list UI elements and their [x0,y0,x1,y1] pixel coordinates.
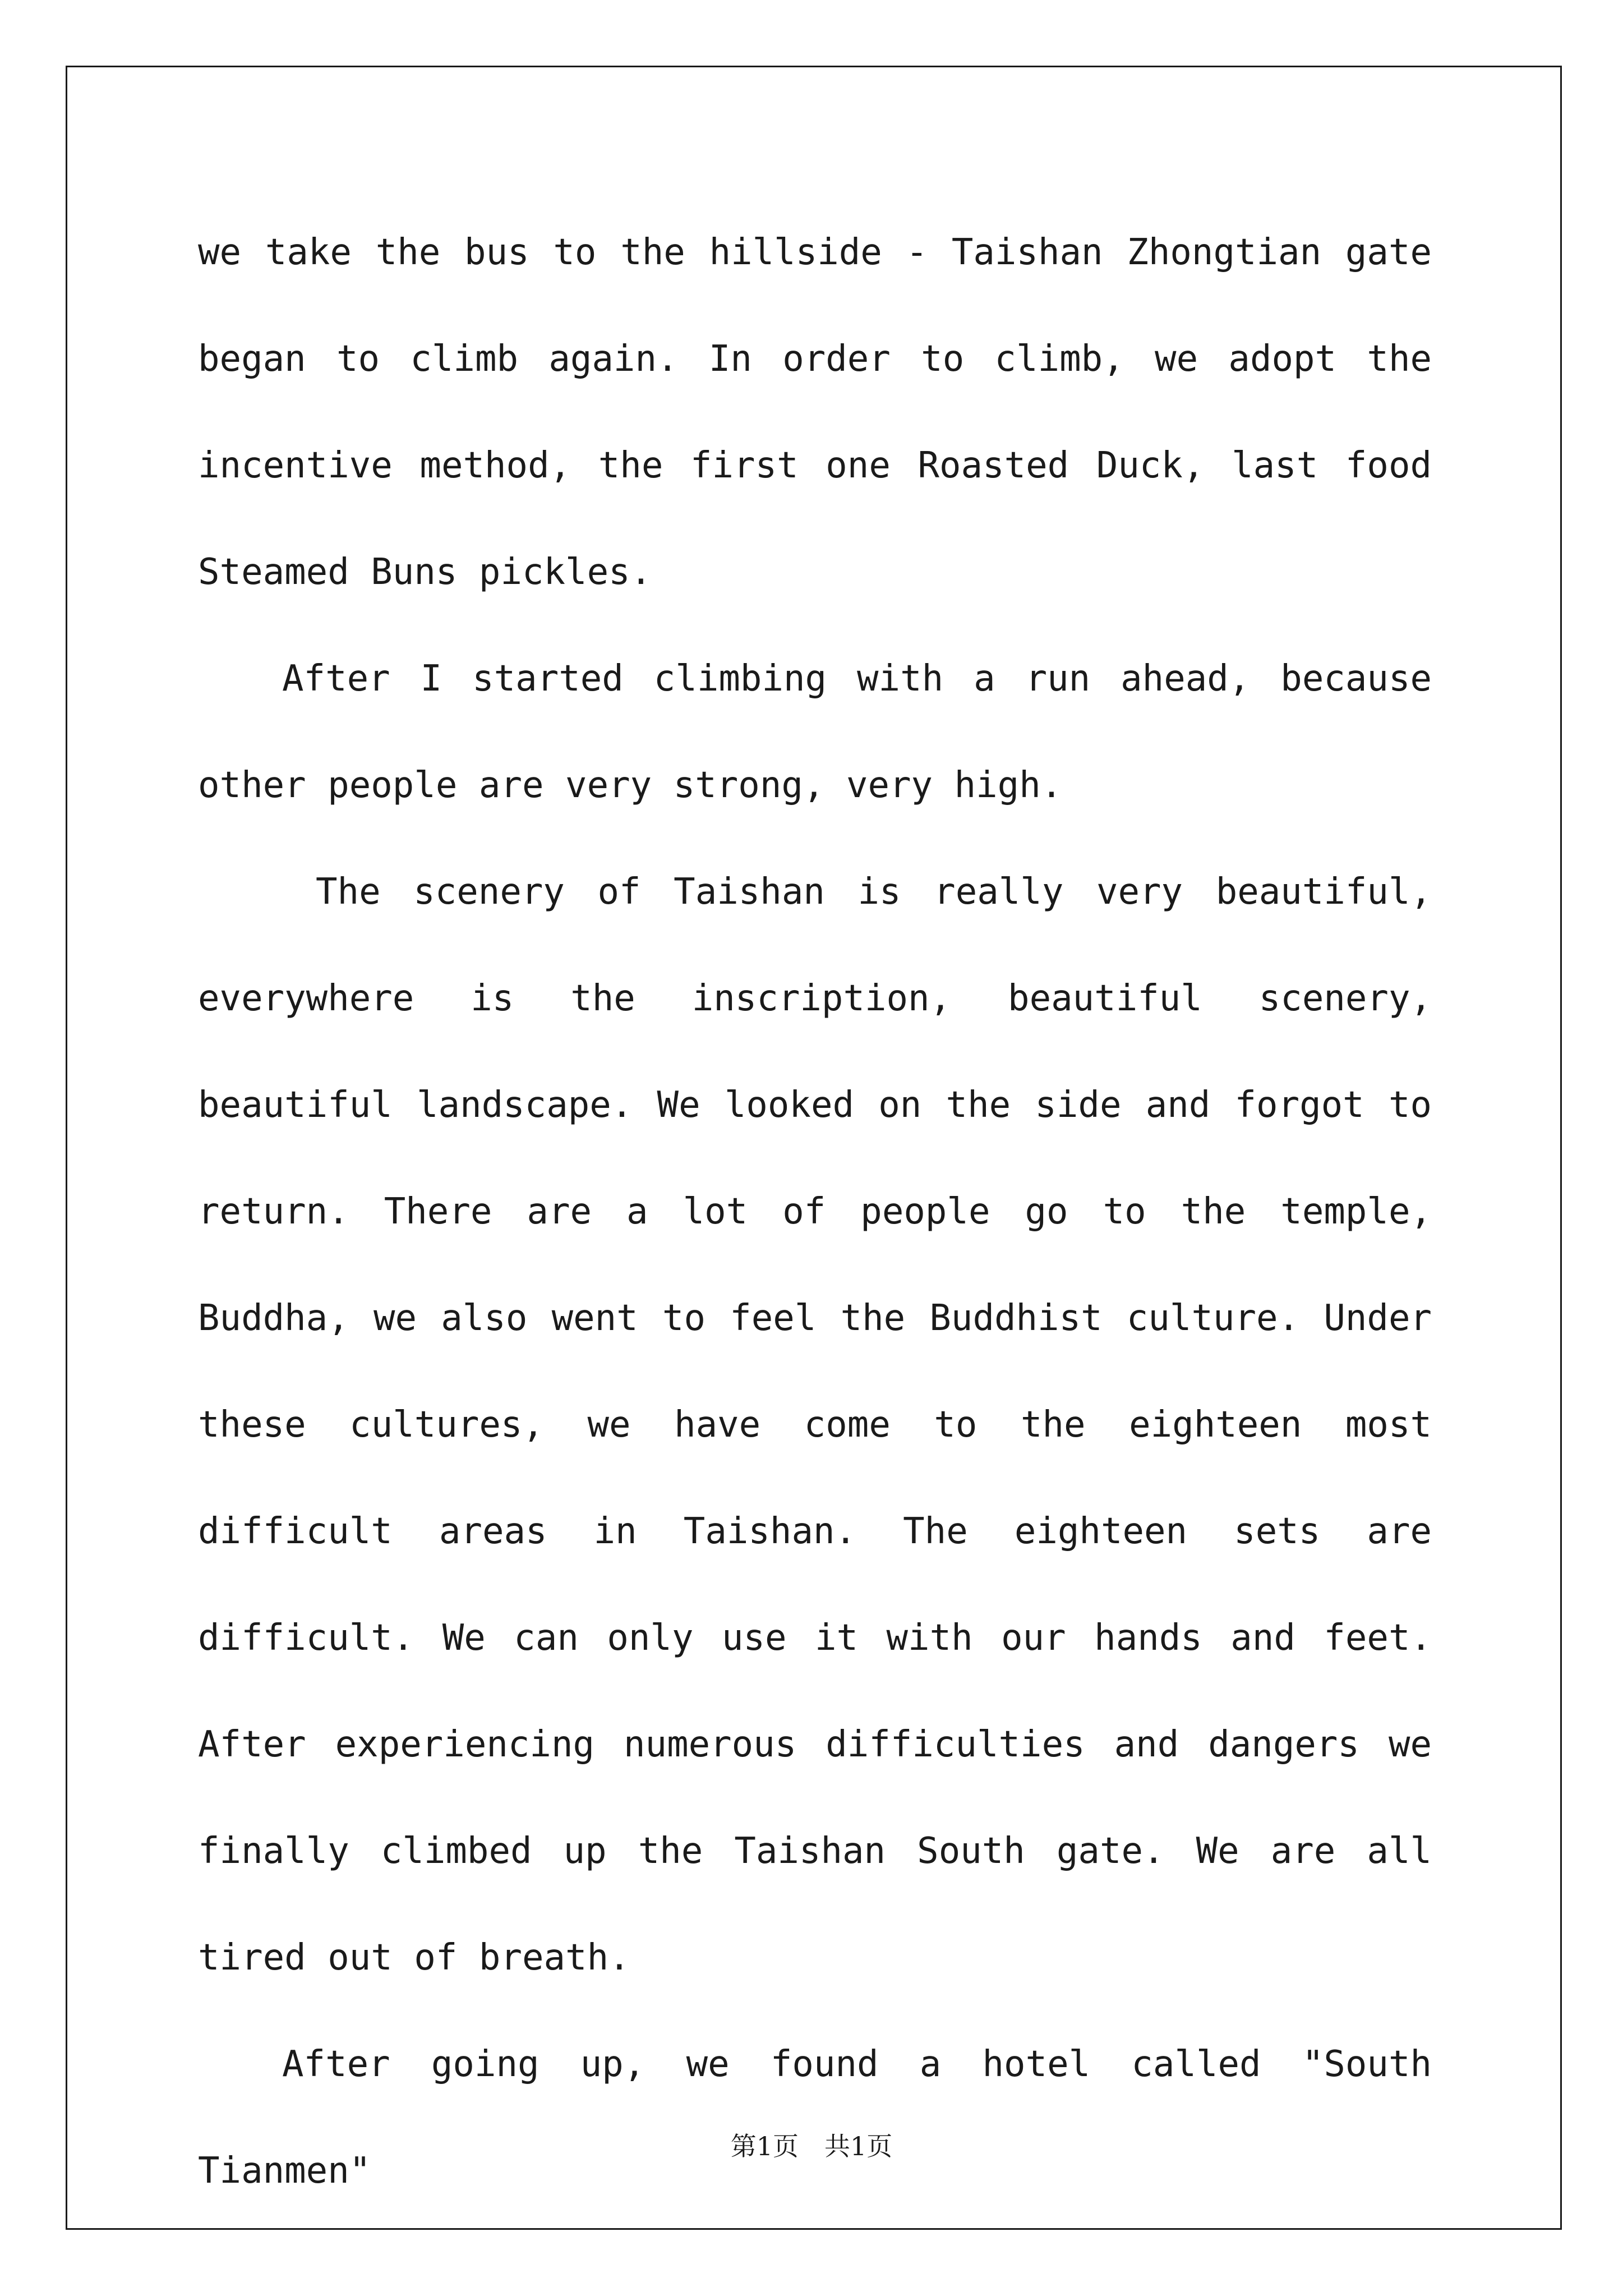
page-footer: 第1页 共1页 [730,2131,893,2161]
paragraph-1: we take the bus to the hillside - Taishan Zhongtian gate began to climb again. In order to climb, we adopt the incentive method, the first one Roasted Duck, last food Steamed Buns pickles. [198,232,1432,593]
paragraph-4: After going up, we found a hotel called "South Tianmen" [198,2044,1432,2192]
paragraph-3: The scenery of Taishan is really very beautiful, everywhere is the inscription, beautiful scenery, beautiful landscape. We looked on the side and forgot to return. There are a lot of people go to the temple, Buddha, we also went to feel the Buddhist culture. Under these cultures, we have come to the eighteen most difficult areas in Taishan. The eighteen sets are difficult. We can only use it with our hands and feet. After experiencing numerous difficulties and dangers we finally climbed up the Taishan South gate. We are all tired out of breath. [198,871,1432,1978]
paragraph-2: After I started climbing with a run ahead, because other people are very strong, very high. [198,658,1432,806]
document-body [198,199,1432,2224]
